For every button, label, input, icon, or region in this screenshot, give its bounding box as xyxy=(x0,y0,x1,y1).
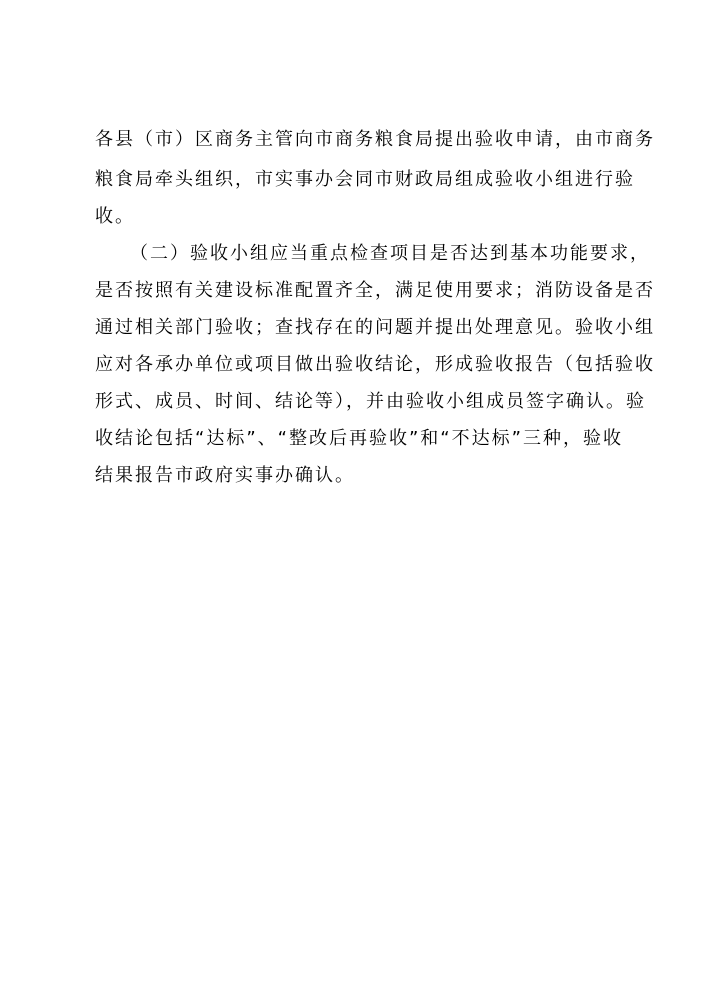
paragraph-1-line-3: 收。 xyxy=(95,206,135,227)
paragraph-2-line-6: 收结论包括“达标”、“整改后再验收”和“不达标”三种，验收 xyxy=(95,428,623,449)
paragraph-2-line-1: （二）验收小组应当重点检查项目是否达到基本功能要求， xyxy=(130,243,650,264)
paragraph-2-line-5: 形式、成员、时间、结论等），并由验收小组成员签字确认。验 xyxy=(95,391,646,412)
paragraph-2-line-3: 通过相关部门验收；查找存在的问题并提出处理意见。验收小组 xyxy=(95,317,655,338)
paragraph-1-line-2: 粮食局牵头组织，市实事办会同市财政局组成验收小组进行验 xyxy=(95,169,635,190)
paragraph-2-line-7: 结果报告市政府实事办确认。 xyxy=(95,465,355,486)
paragraph-2-line-2: 是否按照有关建设标准配置齐全，满足使用要求；消防设备是否 xyxy=(95,280,655,301)
paragraph-1-line-1: 各县（市）区商务主管向市商务粮食局提出验收申请，由市商务 xyxy=(95,129,655,150)
paragraph-2-line-4: 应对各承办单位或项目做出验收结论，形成验收报告（包括验收 xyxy=(95,354,655,375)
